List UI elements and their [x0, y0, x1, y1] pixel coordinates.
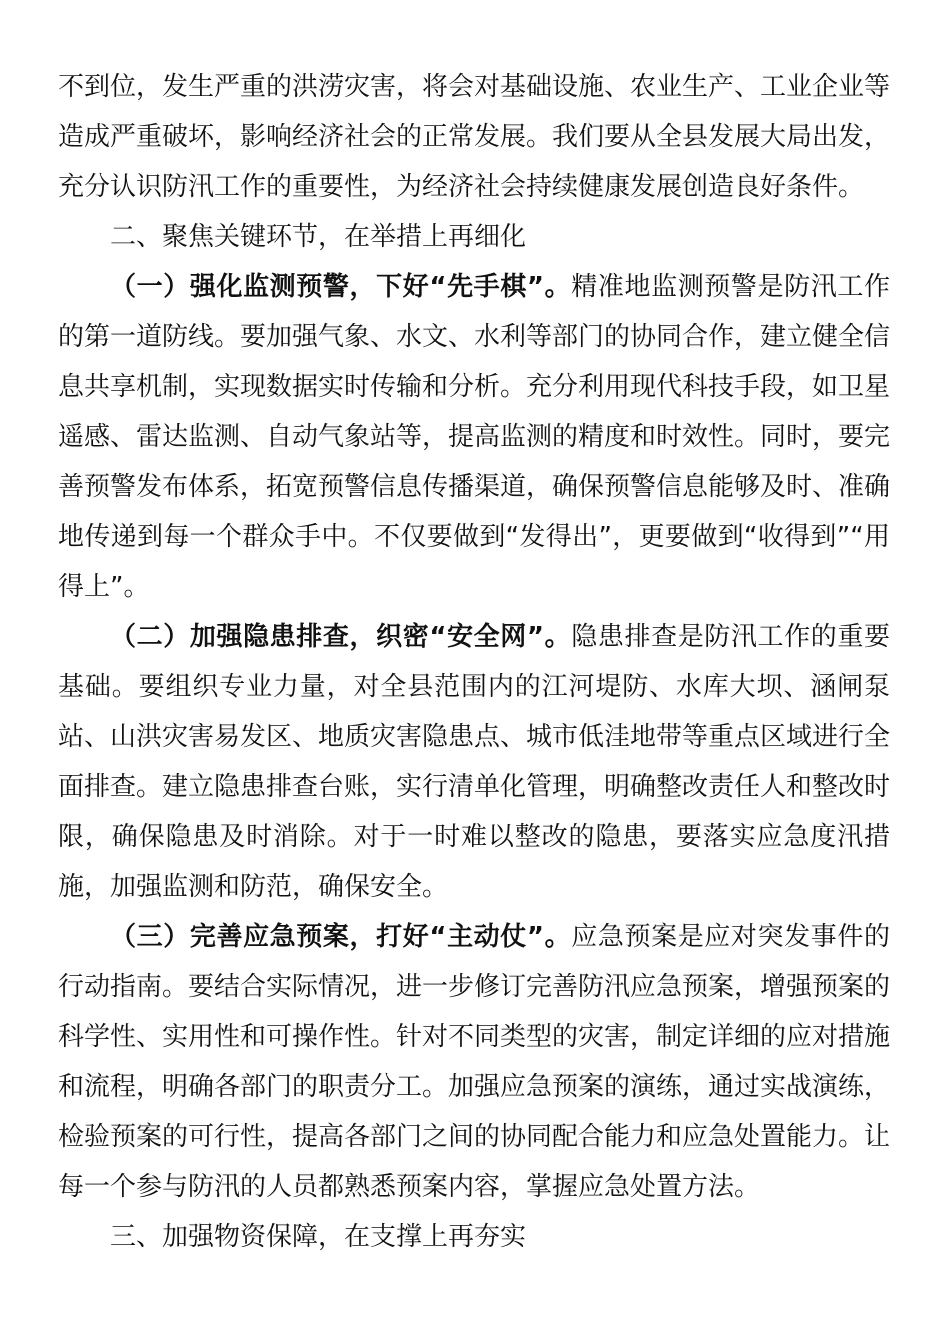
- item-3-body: 应急预案是应对突发事件的行动指南。要结合实际情况，进一步修订完善防汛应急预案，增强预案的科学性、实用性和可操作性。针对不同类型的灾害，制定详细的应对措施和流程，明确各部门的职责分工。加强应急预案的演练，通过实战演练，检验预案的可行性，提高各部门之间的协同配合能力和应急处置能力。让每一个参与防汛的人员都熟悉预案内容，掌握应急处置方法。: [58, 922, 891, 1202]
- item-2-lead: （二）加强隐患排查，织密“安全网”。: [110, 622, 572, 652]
- item-1-body: 精准地监测预警是防汛工作的第一道防线。要加强气象、水文、水利等部门的协同合作，建立健全信息共享机制，实现数据实时传输和分析。充分利用现代科技手段，如卫星遥感、雷达监测、自动气象站等，提高监测的精度和时效性。同时，要完善预警发布体系，拓宽预警信息传播渠道，确保预警信息能够及时、准确地传递到每一个群众手中。不仅要做到“发得出”，更要做到“收得到”“用得上”。: [58, 272, 891, 602]
- section-heading-2: 二、聚焦关键环节，在举措上再细化: [110, 222, 527, 252]
- item-2-paragraph: [58, 612, 890, 912]
- item-1-paragraph: [58, 262, 890, 612]
- document-page: [58, 62, 890, 1262]
- item-3-lead: （三）完善应急预案，打好“主动仗”。: [110, 922, 572, 952]
- section-heading-3: 三、加强物资保障，在支撑上再夯实: [110, 1222, 527, 1252]
- intro-paragraph: 不到位，发生严重的洪涝灾害，将会对基础设施、农业生产、工业企业等造成严重破坏，影响经济社会的正常发展。我们要从全县发展大局出发，充分认识防汛工作的重要性，为经济社会持续健康发展创造良好条件。: [58, 72, 891, 202]
- item-1-lead: （一）强化监测预警，下好“先手棋”。: [110, 272, 572, 302]
- item-3-paragraph: [58, 912, 890, 1212]
- item-2-body: 隐患排查是防汛工作的重要基础。要组织专业力量，对全县范围内的江河堤防、水库大坝、涵闸泵站、山洪灾害易发区、地质灾害隐患点、城市低洼地带等重点区域进行全面排查。建立隐患排查台账，实行清单化管理，明确整改责任人和整改时限，确保隐患及时消除。对于一时难以整改的隐患，要落实应急度汛措施，加强监测和防范，确保安全。: [58, 622, 891, 902]
